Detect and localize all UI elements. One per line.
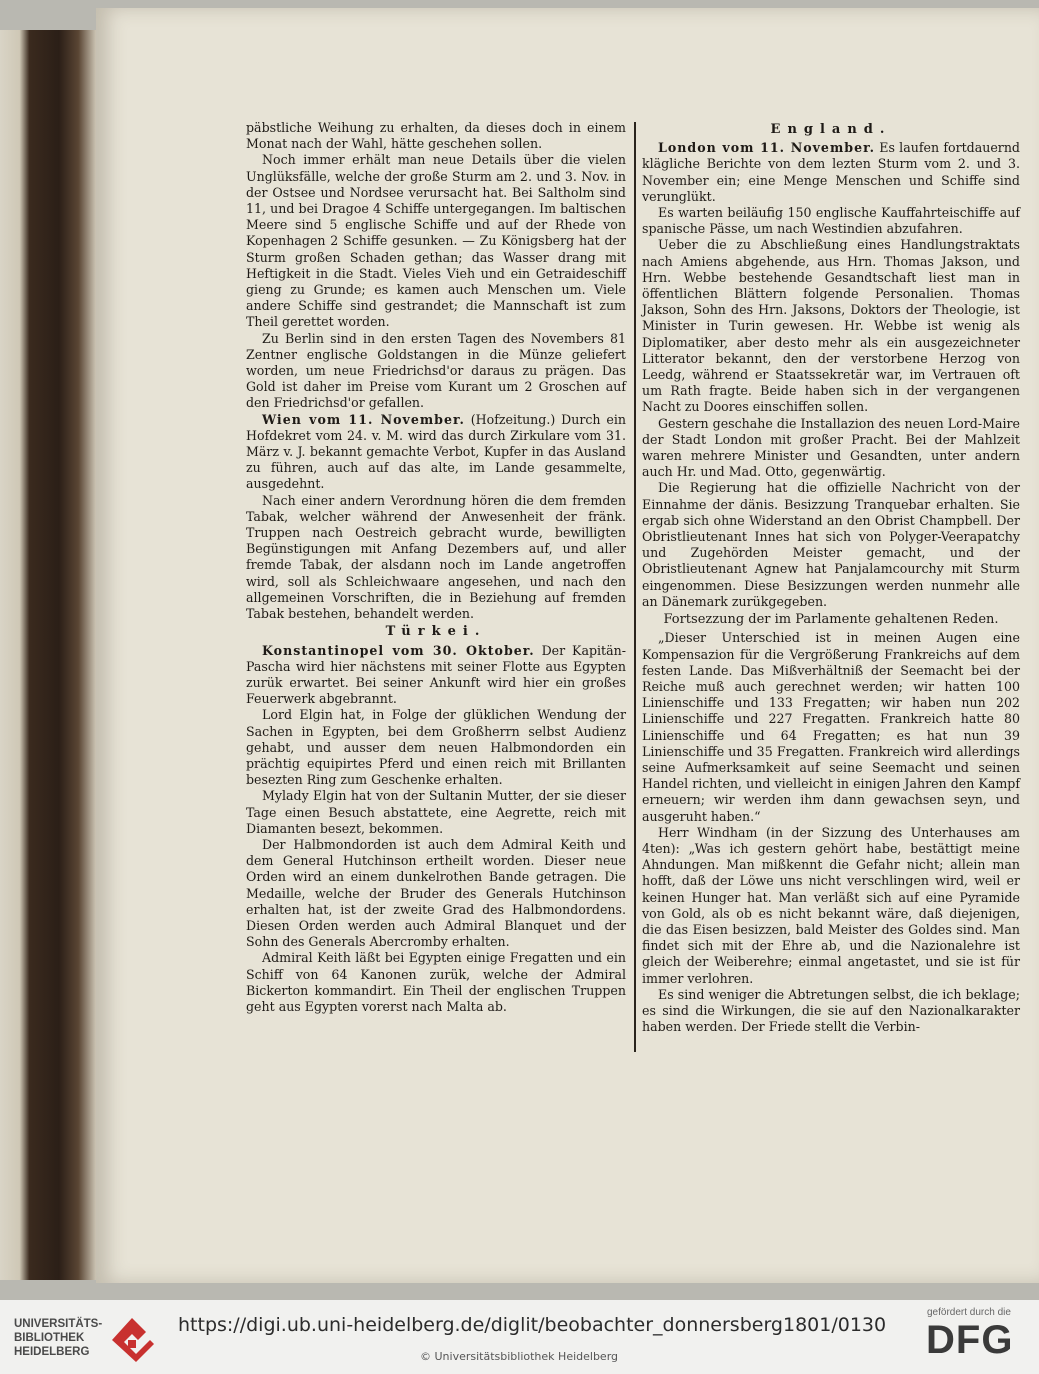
- dateline: Konstantinopel vom 30. Oktober.: [262, 642, 535, 658]
- paragraph-text: (Hofzeitung.) Durch ein Hofdekret vom 24. v. M. wird das durch Zirkulare vom 31. März v. J. bekannt gemachte Verbot, Kupfer in das Ausland zu führen, auch auf das alte, im Lande gesammelte, ausgedehnt.: [246, 411, 627, 492]
- paragraph: Lord Elgin hat, in Folge der glüklichen Wendung der Sachen in Egypten, bei dem Großherrn selbst Audienz gehabt, und ausser dem neuen Halbmondorden ein prächtig equipirtes Pferd und einen reich mit Brillanten besezten Ring zum Geschenke erhalten.: [246, 707, 626, 788]
- paragraph: Herr Windham (in der Sizzung des Unterhauses am 4ten): „Was ich gestern gehört habe, bestättigt meine Ahndungen. Man mißkennt die Gefahr nicht; allein man hofft, daß der Löwe uns nicht verschlingen wird, weil er keinen Hunger hat. Man verläßt sich auf eine Pyramide von Gold, als ob es nicht bekannt wäre, daß diejenigen, die das Eisen besizzen, bald Meister des Goldes sind. Man findet sich mit der Ehre ab, und die Nazionalehre ist gleich der Weiberehre; einmal angetastet, und sie ist für immer verlohren.: [642, 824, 1020, 986]
- paragraph: Admiral Keith läßt bei Egypten einige Fregatten und ein Schiff von 64 Kanonen zurük, welche der Admiral Bickerton kommandirt. Ein Theil der englischen Truppen geht aus Egypten vorerst nach Malta ab.: [246, 950, 626, 1014]
- paragraph: Es sind weniger die Abtretungen selbst, die ich beklage; es sind die Wirkungen, die sie auf den Nazionalkarakter haben werden. Der Friede stellt die Verbin-: [642, 986, 1020, 1035]
- paragraph: Nach einer andern Verordnung hören die dem fremden Tabak, welcher während der Anwesenheit der fränk. Truppen nach Oestreich gebracht wurde, bewilligten Begünstigungen mit Anfang Dezembers auf, und aller fremde Tabak, der alsdann noch im Lande angetroffen wird, soll als Schleichwaare angesehen, und nach den allgemeinen Vorschriften, die in Beziehung auf fremden Tabak bestehen, behandelt werden.: [246, 492, 626, 622]
- dfg-logo: DFG: [926, 1318, 1014, 1362]
- paragraph: Ueber die zu Abschließung eines Handlungstraktats nach Amiens abgehende, aus Hrn. Thomas Jakson, und Hrn. Webbe bestehende Gesandtschaft liest man in öffentlichen Blättern folgende Personalien. Thomas Jakson, Sohn des Hrn. Jaksons, Doktors der Theologie, ist Minister in Turin gewesen. Hr. Webbe ist wenig als Diplomatiker, aber desto mehr als ein ausgezeichneter Litterator bekannt, den der verstorbene Herzog von Leedg, während er Staatssekretär war, im Vertrauen oft um Rath fragte. Beide haben sich in der vergangenen Nacht zu Doores einschiffen sollen.: [642, 237, 1020, 415]
- paragraph-text: Der Kapitän-Pascha wird hier nächstens mit seiner Flotte aus Egypten zurük erwartet. Bei seiner Ankunft wird hier ein großes Feuerwerk abgebrannt.: [246, 642, 626, 707]
- paragraph: [246, 412, 626, 493]
- permalink-url[interactable]: https://digi.ub.uni-heidelberg.de/diglit/beobachter_donnersberg1801/0130: [178, 1314, 887, 1336]
- paragraph: Die Regierung hat die offizielle Nachricht von der Einnahme der dänis. Besizzung Tranquebar erhalten. Sie ergab sich ohne Widerstand an den Obrist Champbell. Der Obristlieutenant Innes hat sich von Polyger-Veerapatchy und Zugehörden Meister gemacht, und der Obristlieutenant Agnew hat Panjalamcourchy mit Sturm eingenommen. Diese Besizzungen werden nunmehr alle an Dänemark zurükgegeben.: [642, 480, 1020, 609]
- copyright-notice: © Universitätsbibliothek Heidelberg: [420, 1350, 619, 1363]
- paragraph: Zu Berlin sind in den ersten Tagen des Novembers 81 Zentner englische Goldstangen in die Münze geliefert worden, um neue Friedrichsd'or daraus zu prägen. Das Gold ist daher im Preise vom Kurant um 2 Groschen auf den Friedrichsd'or gefallen.: [246, 330, 626, 411]
- paragraph-text: Es laufen fortdauernd klägliche Berichte von dem lezten Sturm vom 2. und 3. November ein; eine Menge Menschen und Schiffe sind verunglükt.: [642, 140, 1020, 204]
- left-column: [246, 120, 626, 1015]
- section-heading: Türkei.: [385, 624, 487, 640]
- dateline: Wien vom 11. November.: [262, 411, 465, 427]
- paragraph: Mylady Elgin hat von der Sultanin Mutter, der sie dieser Tage einen Besuch abstattete, eine Aegrette, reich mit Diamanten besezt, bekommen.: [246, 788, 626, 836]
- paragraph: Der Halbmondorden ist auch dem Admiral Keith und dem General Hutchinson ertheilt worden. Dieser neue Orden wird an einem dunkelrothen Bande getragen. Die Medaille, welche der Bruder des Generals Hutchinson erhalten hat, ist der zweite Grad des Halbmondordens. Diesen Orden werden auch Admiral Blanquet und der Sohn des Generals Abercromby erhalten.: [246, 836, 626, 950]
- paragraph: [246, 643, 626, 708]
- right-column: [642, 120, 1020, 1035]
- paragraph: päbstliche Weihung zu erhalten, da dieses doch in einem Monat nach der Wahl, hätte geschehen sollen.: [246, 120, 626, 152]
- library-logo-text: UNIVERSITÄTS- BIBLIOTHEK HEIDELBERG: [14, 1318, 103, 1358]
- column-divider: [634, 122, 636, 1052]
- paragraph: Gestern geschahe die Installazion des neuen Lord-Maire der Stadt London mit großer Pracht. Bei der Mahlzeit waren mehrere Minister und Gesandten, unter andern auch Hr. und Mad. Otto, gegenwärtig.: [642, 415, 1020, 480]
- paragraph: Noch immer erhält man neue Details über die vielen Unglüksfälle, welche der große Sturm am 2. und 3. Nov. in der Ostsee und Nordsee verursacht hat. Bei Saltholm sind 11, und bei Dragoe 4 Schiffe untergegangen. Im baltischen Meere sind 5 englische Schiffe und auf der Rhede von Kopenhagen 2 Schiffe gesunken. — Zu Königsberg hat der Sturm großen Schaden gethan; das Wasser drang mit Heftigkeit in die Stadt. Vieles Vieh und ein Getraideschiff gieng zu Grunde; es kamen auch Menschen um. Viele andere Schiffe sind gestrandet; die Mannschaft ist zum Theil gerettet worden.: [246, 152, 626, 330]
- dateline: London vom 11. November.: [658, 140, 875, 156]
- library-logo-icon: [106, 1310, 158, 1364]
- section-heading: Fortsezzung der im Parlamente gehaltenen Reden.: [663, 612, 999, 628]
- paragraph: „Dieser Unterschied ist in meinen Augen eine Kompensazion für die Vergrößerung Frankreichs auf dem festen Lande. Das Mißverhältniß der Seemacht bei der Reiche muß auch gerechnet werden; wir hatten 100 Linienschiffe und 133 Fregatten; wir haben nun 202 Linienschiffe und 227 Fregatten. Frankreich hatte 80 Linienschiffe und 64 Fregatten; es hat nun 39 Linienschiffe und 35 Fregatten. Frankreich wird allerdings seine Aufmerksamkeit auf seine Seemacht und seinen Handel richten, und vielleicht in einigen Jahren den Kampf erneuern; wir werden ihm dann gewachsen seyn, und ausgeruht haben.“: [642, 630, 1020, 824]
- funding-note: gefördert durch die: [927, 1307, 1011, 1318]
- section-heading: England.: [770, 122, 892, 137]
- book-binding: [0, 30, 98, 1280]
- paragraph: Es warten beiläufig 150 englische Kauffahrteischiffe auf spanische Pässe, um nach Westindien abzufahren.: [642, 205, 1020, 237]
- paragraph: [642, 140, 1020, 205]
